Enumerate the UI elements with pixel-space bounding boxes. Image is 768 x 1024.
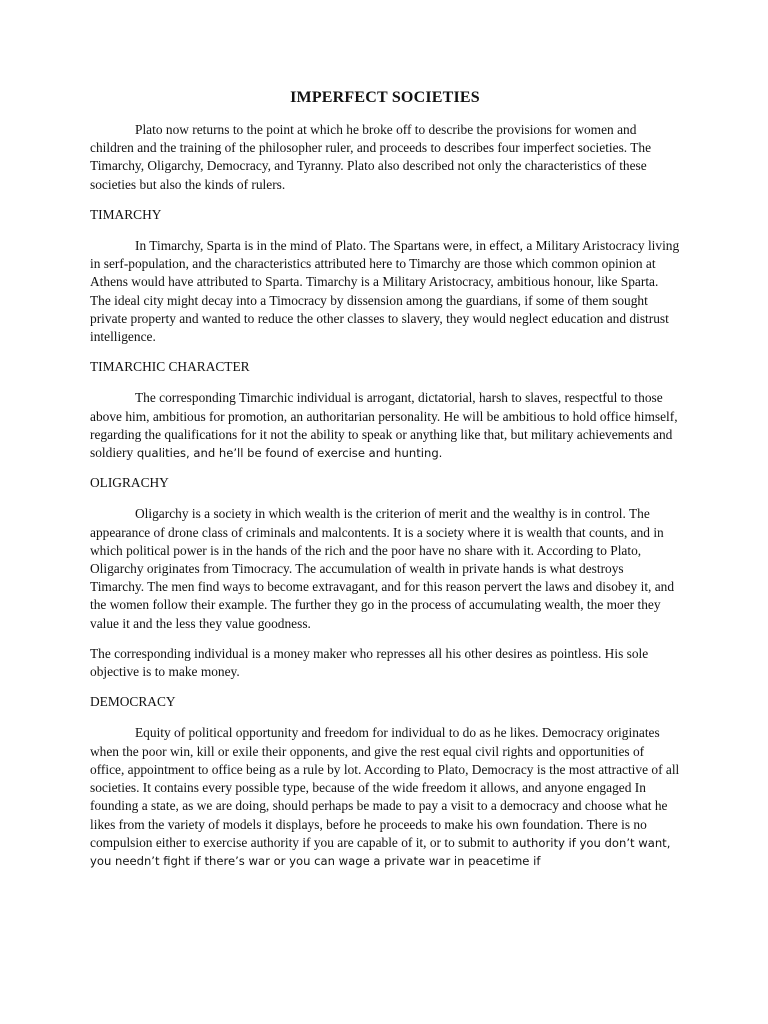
- section-heading-timarchy: TIMARCHY: [90, 206, 162, 222]
- section-heading-democracy: DEMOCRACY: [90, 694, 176, 710]
- document-title: IMPERFECT SOCIETIES: [290, 89, 480, 106]
- oligarchy-individual-paragraph: The corresponding individual is a money maker who represses all his other desires as pointless. His sole objective is to make money.: [90, 645, 649, 680]
- democracy-text: Equity of political opportunity and freedom for individual to do as he likes. Democracy originates when the poor win, kill or exile their opponents, and give the rest equal civil rights and opportunities of office, appointment to office being as a rule by lot. According to Plato, Democracy is the most attractive of all societies. It contains every possible type, because of the wide freedom it allows, and anyone engaged In founding a state, as we are doing, should perhaps be made to pay a visit to a democracy and choose what he likes from the variety of models it displays, before he proceeds to make his own foundation. There is no compulsion either to exercise authority if you are capable of it, or to submit to: [90, 725, 680, 850]
- democracy-paragraph: [90, 724, 680, 870]
- oligarchy-paragraph: Oligarchy is a society in which wealth is the criterion of merit and the wealthy is in control. The appearance of drone class of criminals and malcontents. It is a society where it is wealth that counts, and in which political power is in the hands of the rich and the poor have no share with it. According to Plato, Oligarchy originates from Timocracy. The accumulation of wealth in private hands is what destroys Timarchy. The men find ways to become extravagant, and for this reason pervert the laws and disobey it, and the women follow their example. The further they go in the process of accumulating wealth, the moer they value it and the less they value goodness.: [90, 506, 675, 631]
- section-heading-oligarchy: OLIGRACHY: [90, 475, 169, 491]
- intro-paragraph: Plato now returns to the point at which he broke off to describe the provisions for women and children and the training of the philosopher ruler, and proceeds to describes four imperfect societies. The Timarchy, Oligarchy, Democracy, and Tyranny. Plato also described not only the characteristics of these societies but also the kinds of rulers.: [90, 122, 652, 192]
- section-heading-timarchic-character: TIMARCHIC CHARACTER: [90, 359, 250, 375]
- democracy-text-tail: authority if you don’t want, you needn’t fight if there’s war or you can wage a private war in peacetime if: [90, 835, 671, 868]
- timarchy-paragraph: In Timarchy, Sparta is in the mind of Plato. The Spartans were, in effect, a Military Aristocracy living in serf-population, and the characteristics attributed here to Timarchy are those which common opinion at Athens would have attributed to Sparta. Timarchy is a Military Aristocracy, ambitious honour, like Sparta. The ideal city might decay into a Timocracy by dissension among the guardians, if some of them sought private property and wanted to reduce the other classes to slavery, they would neglect education and distrust intelligence.: [90, 238, 680, 345]
- timarchic-character-text: The corresponding Timarchic individual is arrogant, dictatorial, harsh to slaves, respectful to those above him, ambitious for promotion, an authoritarian personality. He will be ambitious to hold office himself, regarding the qualifications for it not the ability to speak or anything like that, but military achievements and soldiery: [90, 390, 678, 461]
- document-page: [90, 88, 680, 882]
- timarchic-character-text-tail: qualities, and he’ll be found of exercise and hunting.: [133, 446, 443, 461]
- timarchic-character-paragraph: [90, 389, 680, 462]
